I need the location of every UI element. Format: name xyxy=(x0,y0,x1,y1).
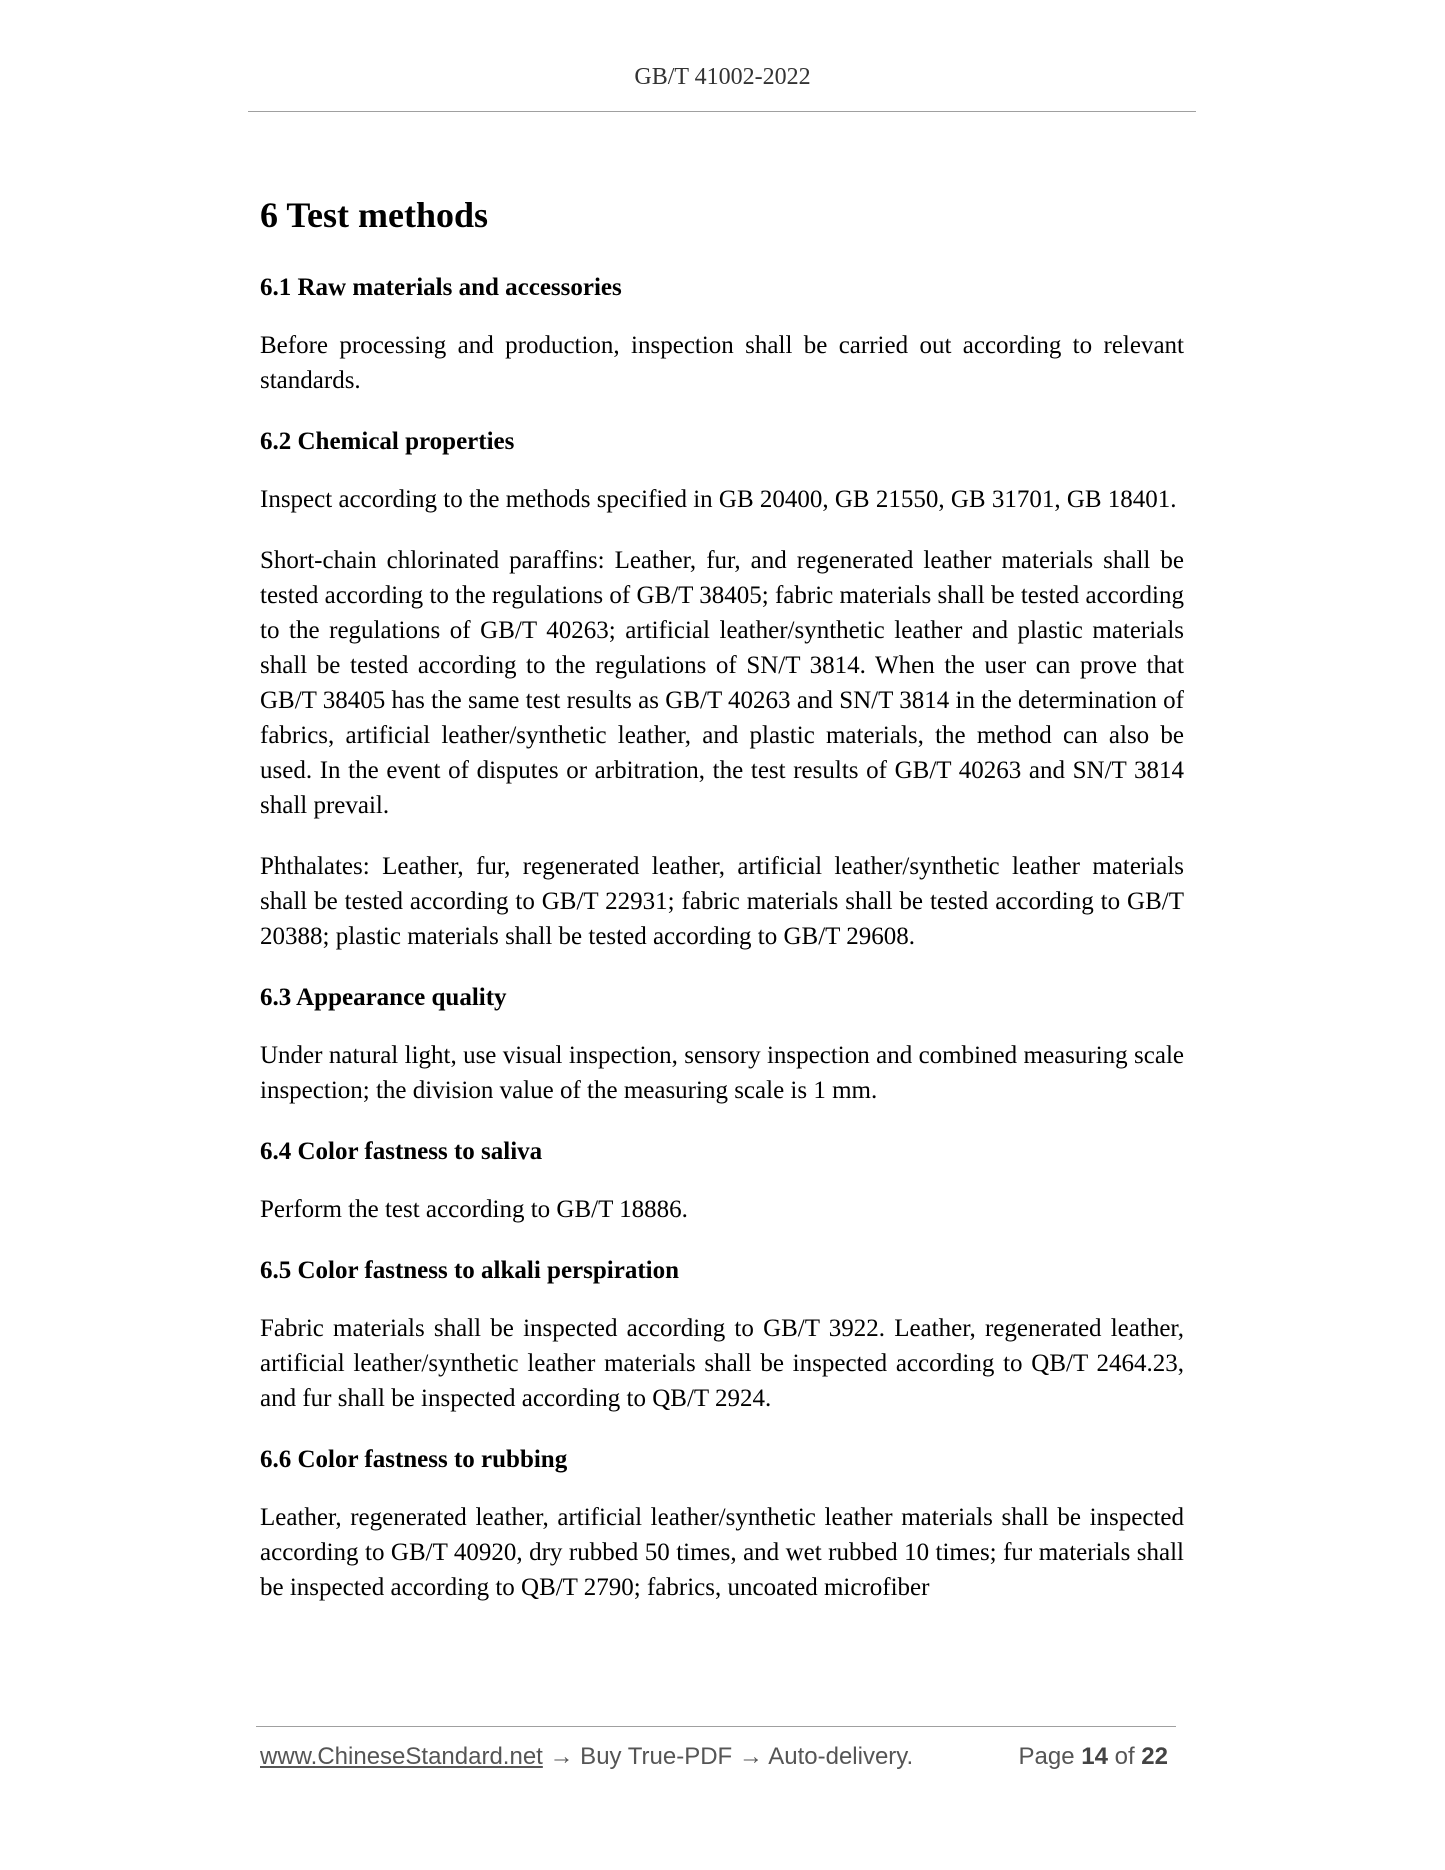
subsection-6-5 xyxy=(260,1253,1184,1416)
paragraph: Inspect according to the methods specified in GB 20400, GB 21550, GB 31701, GB 18401. xyxy=(260,486,1177,513)
subsection-title: 6.3 Appearance quality xyxy=(260,984,507,1011)
subsection-6-6 xyxy=(260,1442,1184,1605)
subsection-6-3 xyxy=(260,980,1184,1108)
site-link[interactable]: www.ChineseStandard.net xyxy=(260,1743,543,1770)
subsection-6-4 xyxy=(260,1134,1184,1227)
paragraph: Fabric materials shall be inspected according to GB/T 3922. Leather, regenerated leather, artificial leather/synthetic leather materials shall be inspected according to QB/T 2464.23, and fur shall be inspected according to QB/T 2924. xyxy=(260,1315,1184,1412)
paragraph: Under natural light, use visual inspection, sensory inspection and combined measuring scale inspection; the division value of the measuring scale is 1 mm. xyxy=(260,1042,1184,1104)
page-indicator xyxy=(1019,1743,1169,1771)
footer-divider xyxy=(256,1726,1176,1727)
paragraph: Phthalates: Leather, fur, regenerated leather, artificial leather/synthetic leather materials shall be tested according to GB/T 22931; fabric materials shall be tested according to GB/T 20388; plastic materials shall be tested according to GB/T 29608. xyxy=(260,853,1184,950)
document-code-header: GB/T 41002-2022 xyxy=(634,64,811,90)
page-current: 14 xyxy=(1081,1743,1108,1770)
section-title: 6 Test methods xyxy=(260,195,489,235)
paragraph: Leather, regenerated leather, artificial leather/synthetic leather materials shall be inspected according to GB/T 40920, dry rubbed 50 times, and wet rubbed 10 times; fur materials shall be inspected according to QB/T 2790; fabrics, uncoated microfiber xyxy=(260,1504,1184,1601)
subsection-title: 6.4 Color fastness to saliva xyxy=(260,1138,543,1165)
subsection-6-1 xyxy=(260,270,1184,398)
subsection-title: 6.1 Raw materials and accessories xyxy=(260,274,622,301)
page-total: 22 xyxy=(1141,1743,1168,1770)
page-content xyxy=(260,190,1184,1631)
subsection-6-2 xyxy=(260,424,1184,954)
page-label: Page xyxy=(1018,1743,1075,1770)
paragraph: Perform the test according to GB/T 18886. xyxy=(260,1196,688,1223)
footer-tagline: → Buy True-PDF → Auto-delivery. xyxy=(542,1743,914,1770)
paragraph: Short-chain chlorinated paraffins: Leather, fur, and regenerated leather materials shall be tested according to the regulations of GB/T 38405; fabric materials shall be tested according to the regulations of GB/T 40263; artificial leather/synthetic leather and plastic materials shall be tested according to the regulations of SN/T 3814. When the user can prove that GB/T 38405 has the same test results as GB/T 40263 and SN/T 3814 in the determination of fabrics, artificial leather/synthetic leather, and plastic materials, the method can also be used. In the event of disputes or arbitration, the test results of GB/T 40263 and SN/T 3814 shall prevail. xyxy=(260,547,1184,819)
subsection-title: 6.6 Color fastness to rubbing xyxy=(260,1446,568,1473)
page-of: of xyxy=(1114,1743,1135,1770)
subsection-title: 6.5 Color fastness to alkali perspiration xyxy=(260,1257,679,1284)
page-footer xyxy=(260,1743,1176,1771)
subsection-title: 6.2 Chemical properties xyxy=(260,428,515,455)
header-divider xyxy=(248,111,1196,112)
paragraph: Before processing and production, inspection shall be carried out according to relevant standards. xyxy=(260,332,1184,394)
